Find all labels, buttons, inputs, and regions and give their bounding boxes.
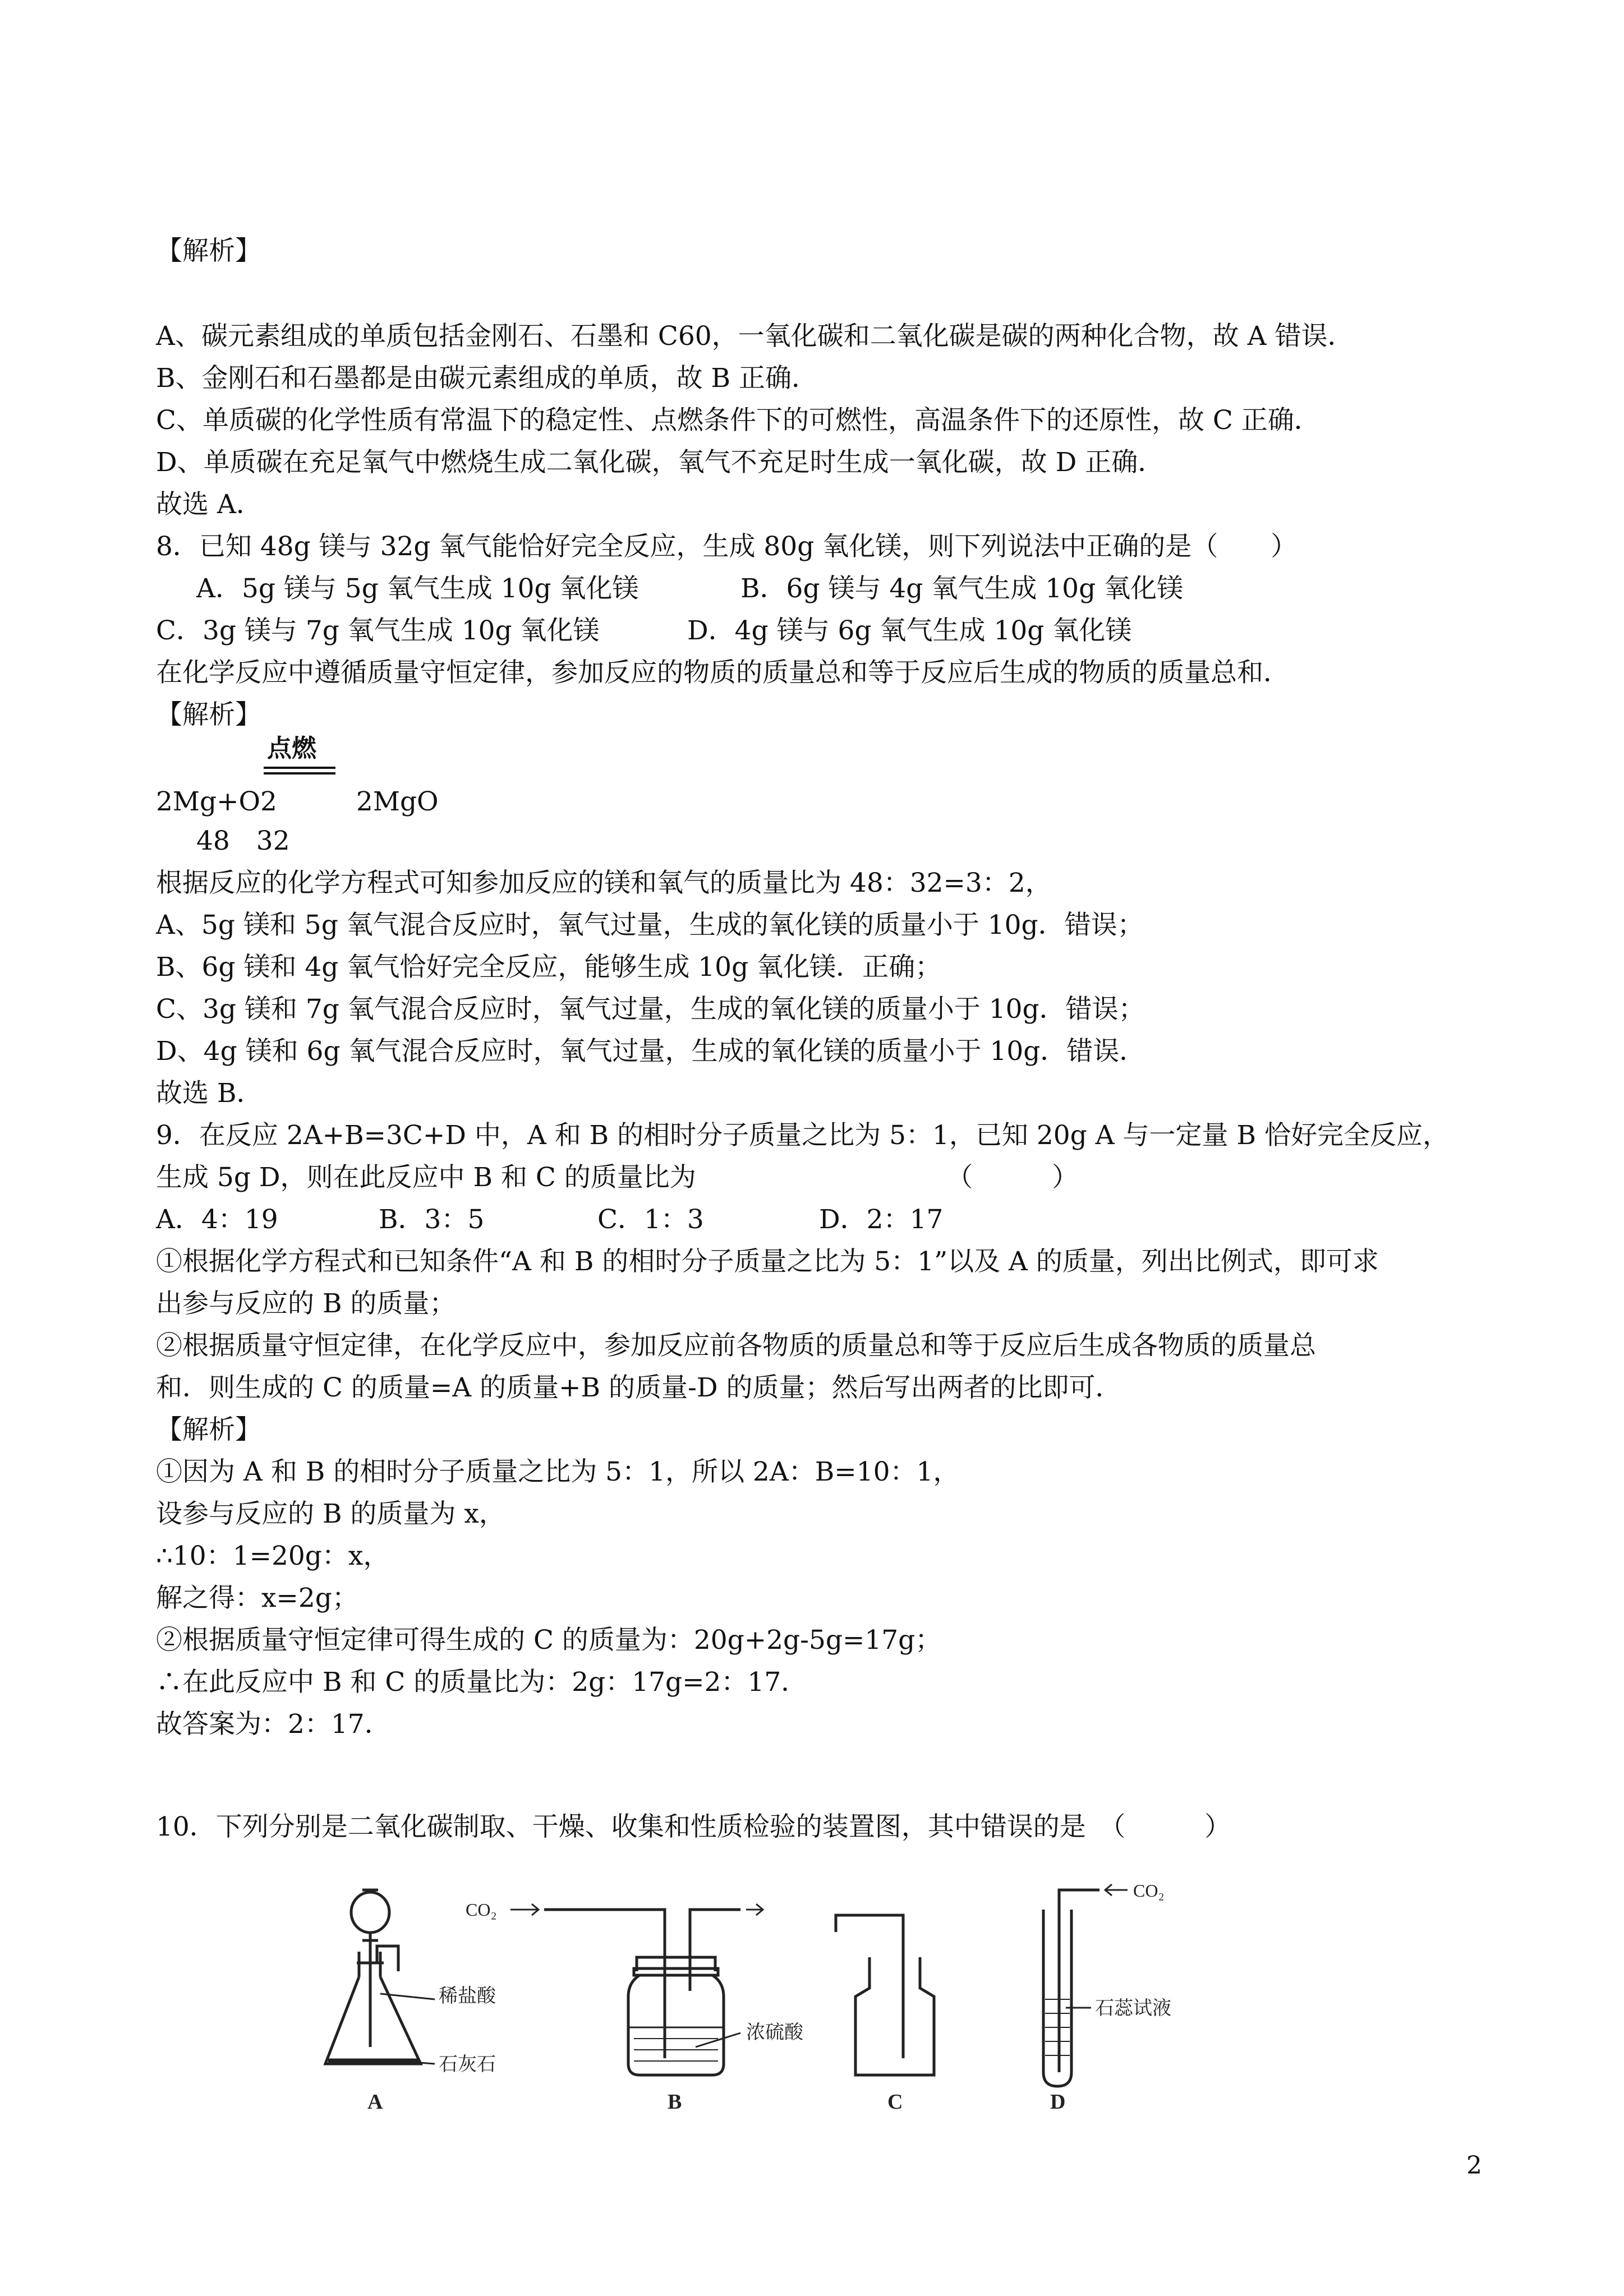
answer-option: D．2：17 [819,1204,944,1235]
text-line: 故选 A． [156,489,263,520]
label-dilute-hcl: 稀盐酸 [439,1986,496,2007]
text-line: A、碳元素组成的单质包括金刚石、石墨和 C60，一氧化碳和二氧化碳是碳的两种化合物，故 A 错误． [156,321,1354,352]
apparatus-c-collection-bottle [836,1915,934,2075]
text-line: 【解析】 [156,236,261,266]
answer-option: A．5g 镁与 5g 氧气生成 10g 氧化镁 [196,573,639,604]
apparatus-diagram [314,1879,1223,2131]
label-co2-d: CO₂ [1133,1880,1165,1901]
label-conc-sulfuric: 浓硫酸 [746,2022,803,2043]
equals-bar-bottom [264,772,335,774]
label-c: C [887,2090,903,2114]
text-line: 设参与反应的 B 的质量为 x， [156,1499,505,1529]
apparatus-b-wash-bottle [510,1904,763,2075]
label-litmus: 石蕊试液 [1095,1998,1171,2019]
text-line: D、4g 镁和 6g 氧气混合反应时，氧气过量，生成的氧化镁的质量小于 10g．错误． [156,1036,1146,1067]
text-line: 故选 B． [156,1078,263,1109]
apparatus-figure [314,1879,1223,2131]
answer-option: C．1：3 [597,1204,704,1235]
label-co2-b: CO₂ [466,1899,497,1920]
text-line: B、金刚石和石墨都是由碳元素组成的单质，故 B 正确． [156,363,818,394]
text-line: 根据反应的化学方程式可知参加反应的镁和氧气的质量比为 48：32=3：2， [156,868,1052,898]
text-line: ①根据化学方程式和已知条件“A 和 B 的相时分子质量之比为 5：1”以及 A 的质量，列出比例式，即可求 [156,1246,1379,1277]
text-line: 解之得：x=2g； [156,1583,358,1613]
text-line: 生成 5g D，则在此反应中 B 和 C 的质量比为 （ ） [156,1162,1079,1193]
answer-option: D．4g 镁与 6g 氧气生成 10g 氧化镁 [687,615,1132,646]
apparatus-a-flask [325,1890,435,2064]
text-line: D、单质碳在充足氧气中燃烧生成二氧化碳，氧气不充足时生成一氧化碳，故 D 正确． [156,447,1165,478]
text-line: B、6g 镁和 4g 氧气恰好完全反应，能够生成 10g 氧化镁．正确； [156,952,942,983]
text-line: 48 32 [196,826,290,856]
text-line: ②根据质量守恒定律可得生成的 C 的质量为：20g+2g-5g=17g； [156,1625,942,1656]
text-line: A、5g 镁和 5g 氧气混合反应时，氧气过量，生成的氧化镁的质量小于 10g．错误； [156,910,1144,940]
label-b: B [668,2090,682,2114]
text-line: 和．则生成的 C 的质量=A 的质量+B 的质量-D 的质量；然后写出两者的比即可． [156,1372,1122,1403]
text-line: ∴在此反应中 B 和 C 的质量比为：2g：17g=2：17． [156,1667,808,1698]
label-d: D [1050,2090,1066,2114]
reaction-condition: 点燃 [267,734,316,763]
label-a: A [367,2090,383,2114]
label-limestone: 石灰石 [439,2054,496,2075]
text-line: ∴10：1=20g：x， [156,1541,390,1571]
text-line: 【解析】 [156,1414,261,1445]
text-line: 在化学反应中遵循质量守恒定律，参加反应的物质的质量总和等于反应后生成的物质的质量总和． [156,657,1290,688]
text-line: 【解析】 [156,699,261,730]
text-line: 故答案为：2：17． [156,1709,391,1740]
text-line: 9．在反应 2A+B=3C+D 中，A 和 B 的相时分子质量之比为 5：1，已知 20g A 与一定量 B 恰好完全反应， [156,1120,1449,1151]
answer-option: B．6g 镁与 4g 氧气生成 10g 氧化镁 [740,573,1184,604]
answer-option: B．3：5 [379,1204,485,1235]
text-line: ①因为 A 和 B 的相时分子质量之比为 5：1，所以 2A：B=10：1， [156,1456,960,1487]
answer-option: A．4：19 [156,1204,278,1235]
text-line: ②根据质量守恒定律，在化学反应中，参加反应前各物质的质量总和等于反应后生成各物质的质量总 [156,1330,1316,1361]
text-line: C、单质碳的化学性质有常温下的稳定性、点燃条件下的可燃性，高温条件下的还原性，故 C 正确． [156,405,1321,436]
text-line: 出参与反应的 B 的质量； [156,1288,456,1319]
text-line: 10．下列分别是二氧化碳制取、干燥、收集和性质检验的装置图，其中错误的是 （ ） [156,1811,1231,1842]
answer-option: C．3g 镁与 7g 氧气生成 10g 氧化镁 [156,615,600,646]
text-line: C、3g 镁和 7g 氧气混合反应时，氧气过量，生成的氧化镁的质量小于 10g．错误； [156,994,1145,1025]
page-number: 2 [1466,2151,1482,2180]
equals-bar-top [264,767,335,769]
reaction-condition-mark [264,732,337,782]
apparatus-d-test-tube [1043,1884,1128,2086]
text-line: 2Mg+O2 2MgO [156,786,439,817]
text-line: 8．已知 48g 镁与 32g 氧气能恰好完全反应，生成 80g 氧化镁，则下列说法中正确的是（ ） [156,531,1298,562]
